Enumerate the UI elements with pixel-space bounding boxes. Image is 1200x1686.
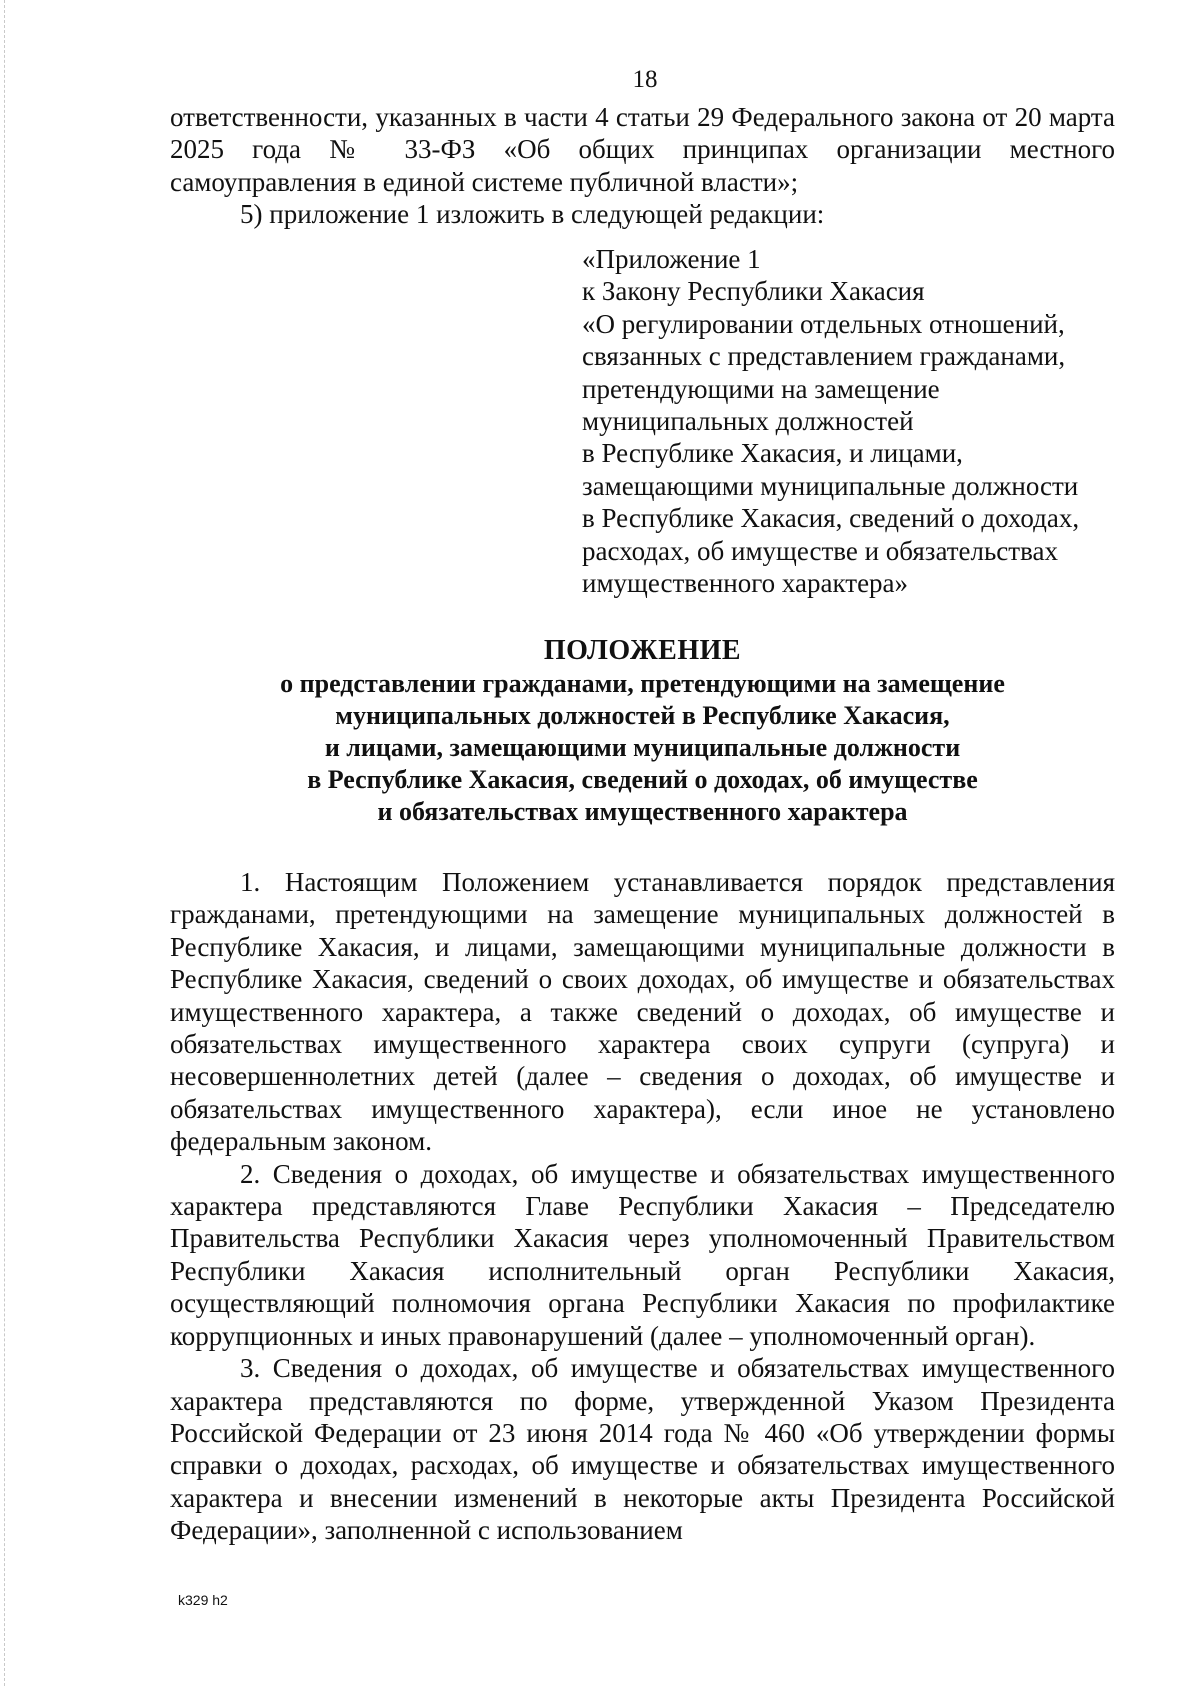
document-title: ПОЛОЖЕНИЕ xyxy=(543,635,742,666)
intro-text xyxy=(170,101,1115,231)
paragraph-1: 1. Настоящим Положением устанавливается порядок представления гражданами, претендующими на замещение муниципальных должностей в Республике Хакасия, и лицами, замещающими муниципальные должности в Республике Хакасия, сведений о своих доходах, об имуществе и обязательствах имущественного характера, а также сведений о доходах, об имуществе и обязательствах имущественного характера своих супруги (супруга) и несовершеннолетних детей (далее – сведения о доходах, об имуществе и обязательствах имущественного характера), если иное не установлено федеральным законом. xyxy=(170,867,1115,1157)
continuation-paragraph: ответственности, указанных в части 4 статьи 29 Федерального закона от 20 марта 2025 года № 33-ФЗ «Об общих принципах организации местного самоуправления в единой системе публичной власти»; xyxy=(170,102,1115,197)
scan-edge-line xyxy=(4,0,5,1686)
regulation-heading xyxy=(170,634,1115,828)
item-5-paragraph: 5) приложение 1 изложить в следующей редакции: xyxy=(240,199,825,230)
footer-document-code: k329 h2 xyxy=(178,1592,228,1608)
regulation-body xyxy=(170,866,1115,1547)
paragraph-3: 3. Сведения о доходах, об имуществе и обязательствах имущественного характера представляются по форме, утвержденной Указом Президента Российской Федерации от 23 июня 2014 года № 460 «Об утверждении формы справки о доходах, расходах, об имуществе и обязательствах имущественного характера и внесении изменений в некоторые акты Президента Российской Федерации», заполненной с использованием xyxy=(170,1353,1115,1546)
document-subtitle: о представлении гражданами, претендующими на замещение муниципальных должностей в Республике Хакасия, и лицами, замещающими муниципальные должности в Республике Хакасия, сведений о доходах, об имуществе и обязательствах имущественного характера xyxy=(280,669,1005,826)
appendix-reference: «Приложение 1 к Закону Республики Хакасия «О регулировании отдельных отношений, связанных с представлением гражданами, претендующими на замещение муниципальных должностей в Республике Хакасия, и лицами, замещающими муниципальные должности в Республике Хакасия, сведений о доходах, расходах, об имуществе и обязательствах имущественного характера» xyxy=(582,244,1080,599)
page-number: 18 xyxy=(632,66,658,93)
paragraph-2: 2. Сведения о доходах, об имуществе и обязательствах имущественного характера представляются Главе Республики Хакасия – Председателю Правительства Республики Хакасия через уполномоченный Правительством Республики Хакасия исполнительный орган Республики Хакасия, осуществляющий полномочия органа Республики Хакасия по профилактике коррупционных и иных правонарушений (далее – уполномоченный орган). xyxy=(170,1158,1115,1351)
